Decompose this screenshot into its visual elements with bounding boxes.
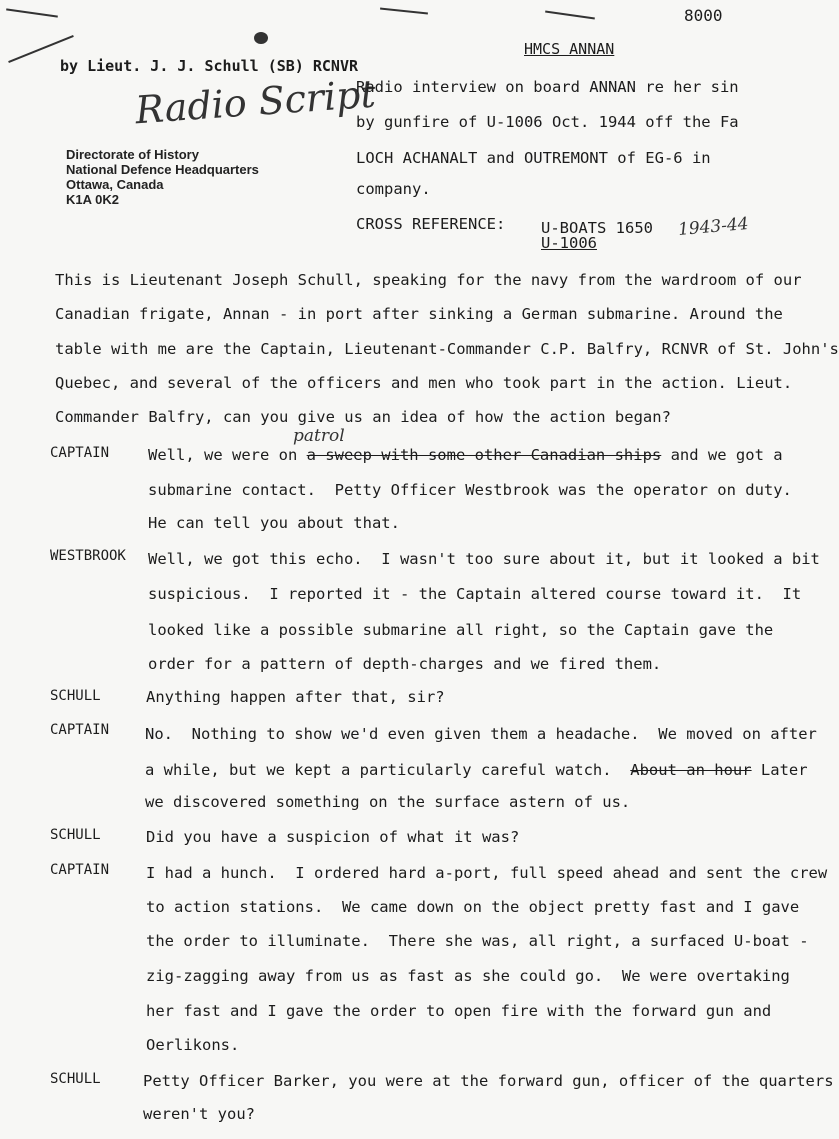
dialogue-line: No. Nothing to show we'd even given them a headache. We moved on after (145, 725, 817, 743)
header-line: by gunfire of U-1006 Oct. 1944 off the Fa (356, 113, 739, 131)
speaker-label: CAPTAIN (50, 445, 110, 461)
dialogue-line: the order to illuminate. There she was, all right, a surfaced U-boat - (146, 932, 809, 950)
pen-mark (380, 7, 428, 14)
document-number: 8000 (684, 6, 723, 25)
line-segment: and we got a (661, 446, 783, 464)
cross-reference-value: U-BOATS 1650 (541, 219, 653, 237)
ship-heading: HMCS ANNAN (524, 40, 615, 58)
dialogue-line (145, 761, 808, 779)
struck-text: a sweep with some other Canadian ships (306, 446, 662, 464)
line-segment: a while, but we kept a particularly careful watch. (145, 761, 631, 779)
dialogue-line: weren't you? (143, 1105, 255, 1123)
speaker-label: SCHULL (50, 827, 101, 843)
speaker-label: SCHULL (50, 1071, 101, 1087)
intro-line: This is Lieutenant Joseph Schull, speaking for the navy from the wardroom of our (55, 271, 802, 289)
line-segment: Later (751, 761, 808, 779)
dialogue-line: suspicious. I reported it - the Captain altered course toward it. It (148, 585, 802, 603)
dialogue-line: Anything happen after that, sir? (146, 688, 445, 706)
cross-reference-handwritten: 1943-44 (677, 213, 750, 241)
intro-line: Commander Balfry, can you give us an idea of how the action began? (55, 408, 671, 426)
dialogue-line: He can tell you about that. (148, 514, 400, 532)
speaker-label: CAPTAIN (50, 722, 110, 738)
stamp-line: National Defence Headquarters (66, 162, 259, 177)
dialogue-line: I had a hunch. I ordered hard a-port, full speed ahead and sent the crew (146, 864, 828, 882)
intro-line: Canadian frigate, Annan - in port after sinking a German submarine. Around the (55, 305, 783, 323)
dialogue-line: her fast and I gave the order to open fire with the forward gun and (146, 1002, 772, 1020)
header-line: Radio interview on board ANNAN re her sin (356, 78, 739, 96)
ink-blot (254, 32, 268, 44)
stamp-line: Ottawa, Canada (66, 177, 164, 192)
cross-reference-label: CROSS REFERENCE: (356, 215, 506, 233)
dialogue-line: we discovered something on the surface astern of us. (145, 793, 631, 811)
line-segment: Well, we were on (148, 446, 307, 464)
dialogue-line: submarine contact. Petty Officer Westbrook was the operator on duty. (148, 481, 792, 499)
stamp-line: K1A 0K2 (66, 192, 119, 207)
speaker-label: WESTBROOK (50, 548, 126, 564)
pen-mark (545, 11, 595, 20)
dialogue-line: Oerlikons. (146, 1036, 240, 1054)
dialogue-line: Did you have a suspicion of what it was? (146, 828, 520, 846)
dialogue-line: order for a pattern of depth-charges and we fired them. (148, 655, 662, 673)
stamp-line: Directorate of History (66, 147, 199, 162)
author-line: by Lieut. J. J. Schull (SB) RCNVR (60, 57, 359, 75)
pen-mark (6, 8, 58, 17)
struck-text: About an hour (630, 761, 752, 779)
speaker-label: CAPTAIN (50, 862, 110, 878)
dialogue-line: zig-zagging away from us as fast as she could go. We were overtaking (146, 967, 790, 985)
header-line: LOCH ACHANALT and OUTREMONT of EG-6 in (356, 149, 711, 167)
intro-line: table with me are the Captain, Lieutenant-Commander C.P. Balfry, RCNVR of St. John's (55, 340, 839, 358)
header-line: company. (356, 180, 431, 198)
dialogue-line: Well, we got this echo. I wasn't too sure about it, but it looked a bit (148, 550, 820, 568)
handwritten-title: Radio Script (133, 71, 378, 133)
cross-reference-value: U-1006 (541, 234, 597, 252)
dialogue-line (148, 426, 783, 464)
speaker-label: SCHULL (50, 688, 101, 704)
dialogue-line: to action stations. We came down on the object pretty fast and I gave (146, 898, 800, 916)
dialogue-line: looked like a possible submarine all right, so the Captain gave the (148, 621, 774, 639)
handwritten-insertion: patrol (293, 426, 345, 446)
dialogue-line: Petty Officer Barker, you were at the forward gun, officer of the quarters (143, 1072, 834, 1090)
archive-stamp (66, 147, 259, 207)
intro-line: Quebec, and several of the officers and men who took part in the action. Lieut. (55, 374, 793, 392)
